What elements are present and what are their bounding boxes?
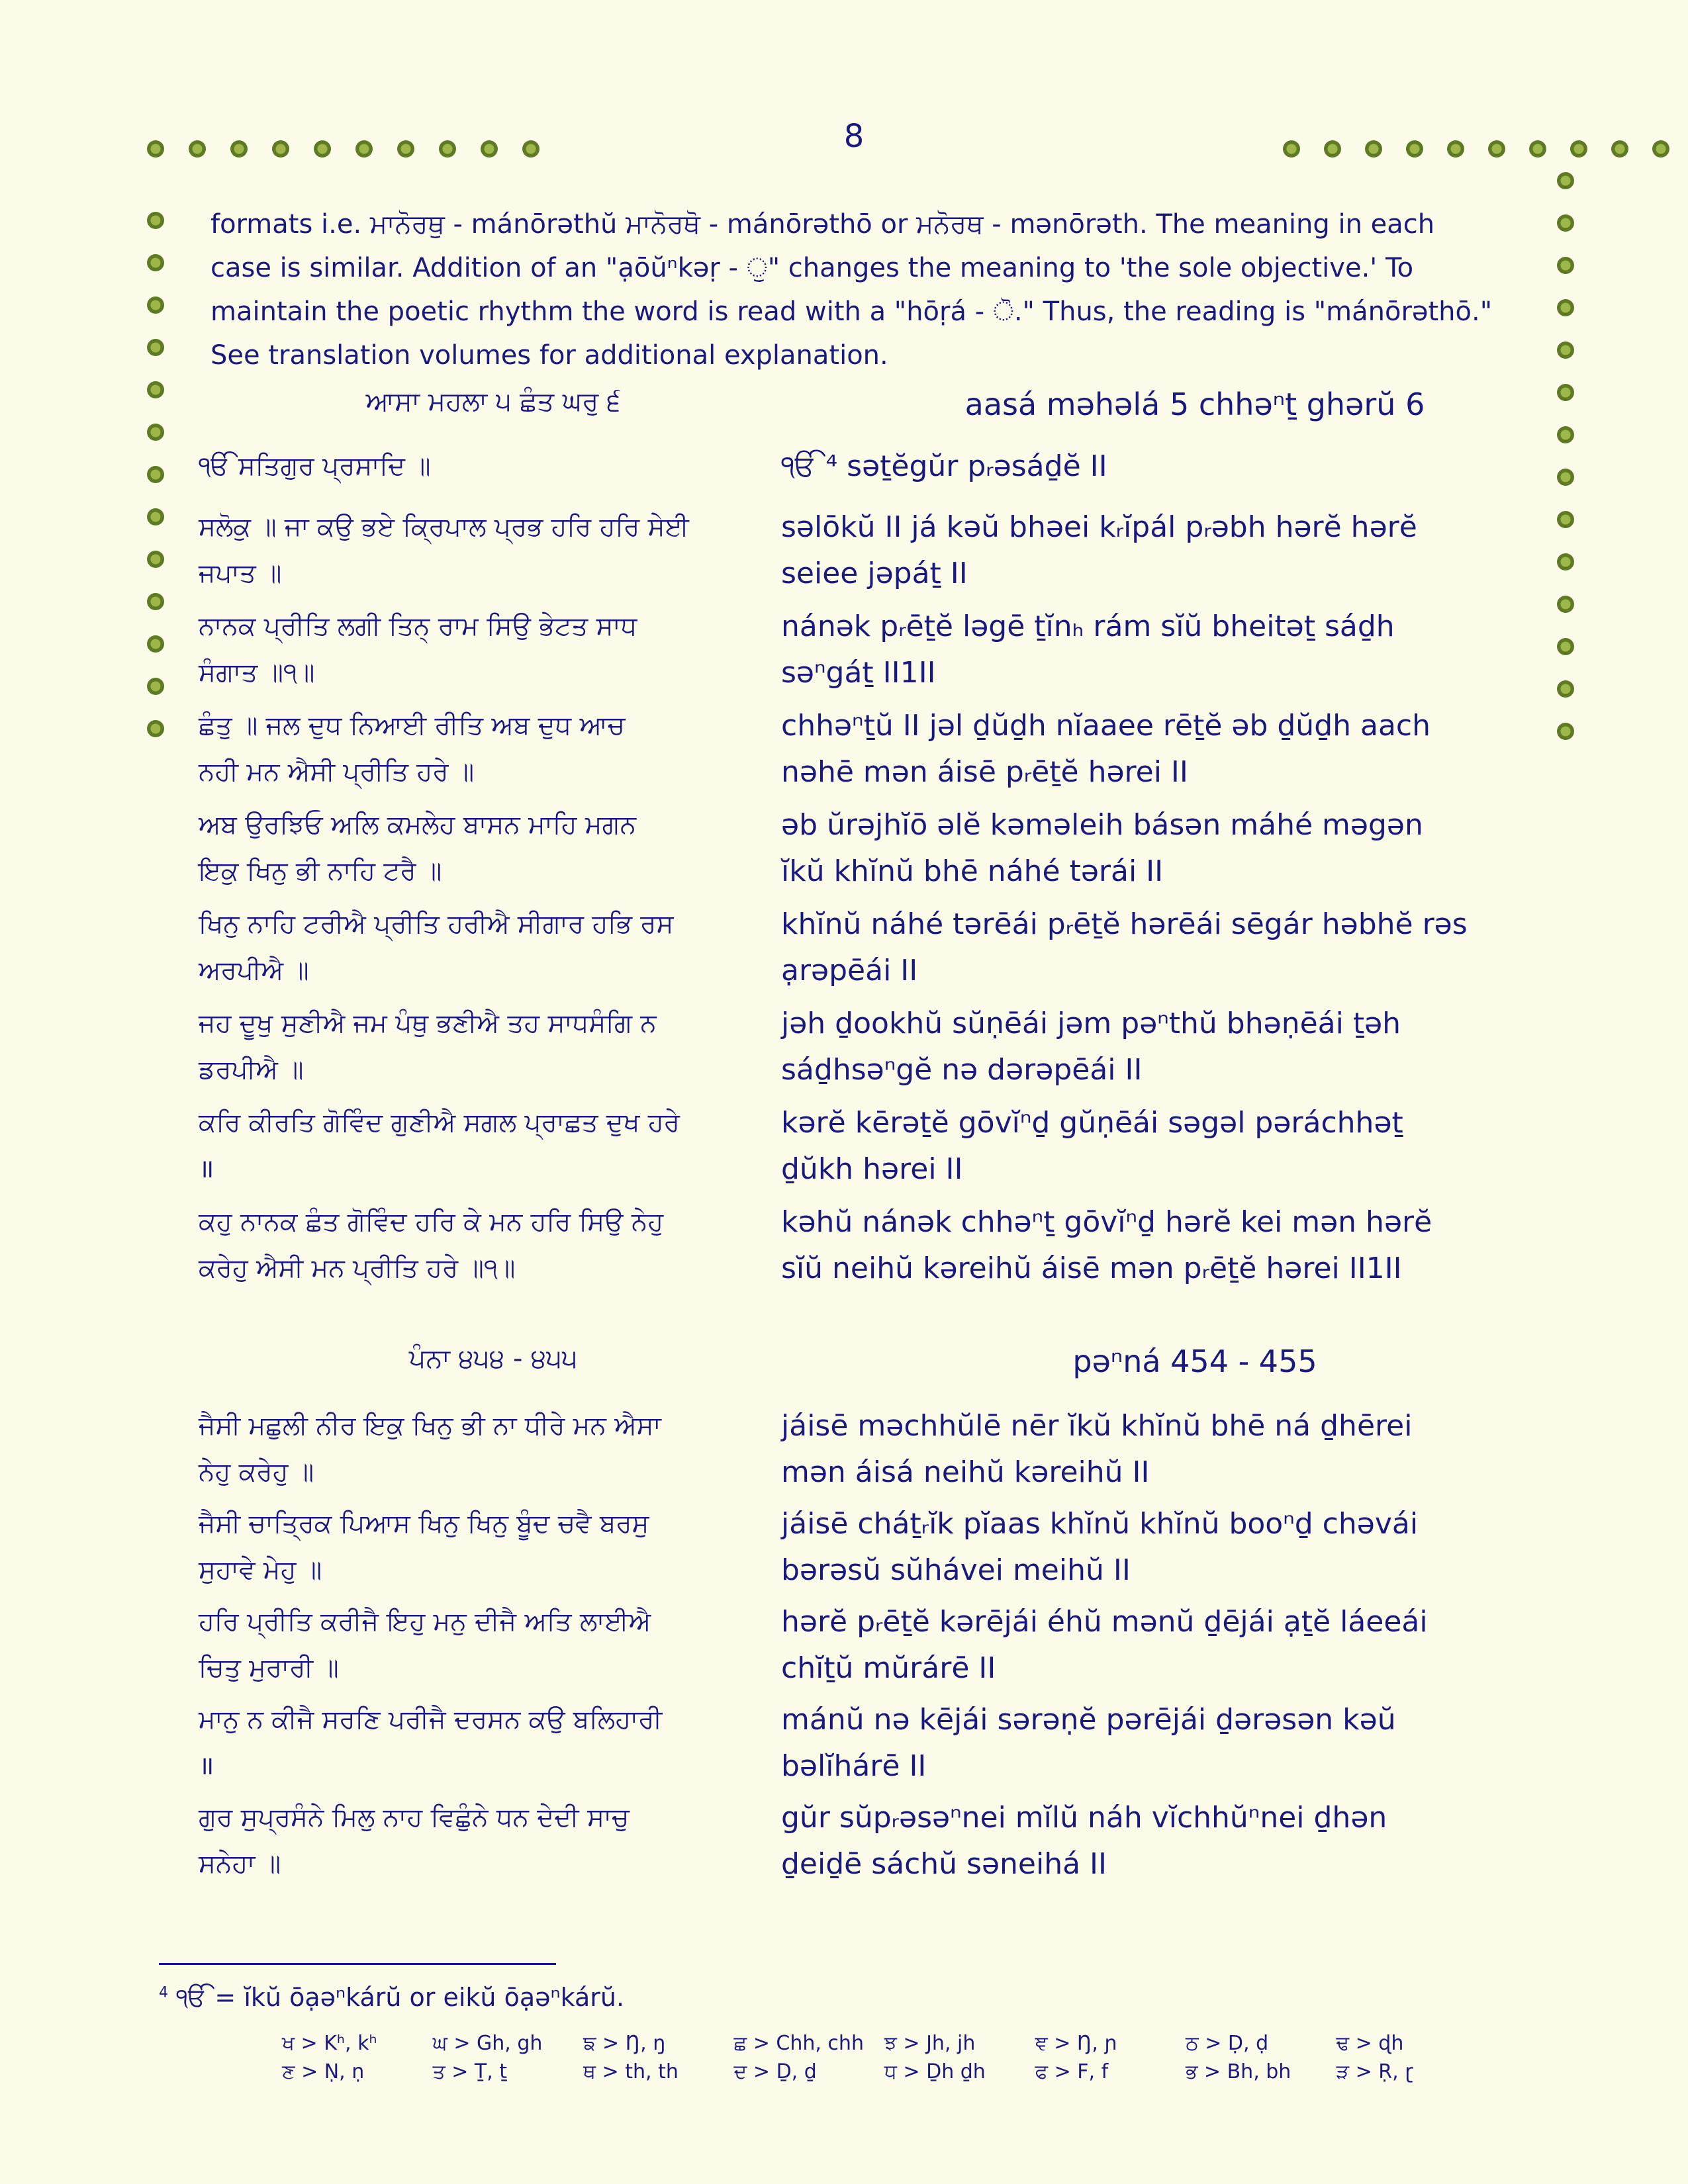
legend-item: ਭ > Bh, bh: [1186, 2060, 1291, 2083]
intro-paragraph: [211, 203, 1524, 377]
verse-gurmukhi-line: ਡਰਪੀਐ ॥: [199, 1055, 304, 1085]
verse-gurmukhi-line: ਕਹੁ ਨਾਨਕ ਛੰਤ ਗੋਵਿੰਦ ਹਰਿ ਕੇ ਮਨ ਹਰਿ ਸਿਉ ਨੇਹੁ: [199, 1207, 664, 1237]
verse-transliteration: [781, 901, 1529, 994]
verse-gurmukhi-line: ਚਿਤੁ ਮੁਰਾਰੀ ॥: [199, 1653, 339, 1683]
legend-item: ਧ > Ḏh ḏh: [884, 2060, 986, 2083]
flower-ornament-icon: [1406, 140, 1423, 158]
flower-ornament-icon: [522, 140, 539, 158]
flower-ornament-icon: [1365, 140, 1382, 158]
verse-translit-line: səⁿgáṯ II1II: [781, 656, 936, 690]
flower-ornament-icon: [1557, 384, 1574, 401]
flower-ornament-icon: [147, 678, 164, 695]
verse-gurmukhi-line: ਸੰਗਾਤ ॥੧॥: [199, 658, 315, 688]
verse-gurmukhi-line: ਕਰੇਹੁ ਐਸੀ ਮਨ ਪ੍ਰੀਤਿ ਹਰੇ ॥੧॥: [199, 1253, 516, 1283]
legend-item: ਤ > Ṯ, ṯ: [432, 2060, 508, 2083]
verse-gurmukhi-line: ੴ ਸਤਿਗੁਰ ਪ੍ਰਸਾਦਿ ॥: [199, 451, 431, 481]
verse-gurmukhi-line: ਖਿਨੁ ਨਾਹਿ ਟਰੀਐ ਪ੍ਰੀਤਿ ਹਰੀਐ ਸੀਗਾਰ ਹਭਿ ਰਸ: [199, 909, 674, 939]
verse-transliteration: [781, 504, 1529, 597]
verse-transliteration: [781, 1501, 1529, 1594]
flower-ornament-icon: [147, 466, 164, 483]
verse-translit-line: ạrəpēái II: [781, 954, 918, 987]
verse-translit-line: chĭṯŭ mŭrárē II: [781, 1651, 996, 1685]
legend-item: ਘ > Gh, gh: [432, 2032, 543, 2055]
legend-item: ੜ > Ṛ, ɽ: [1336, 2060, 1413, 2083]
footnote-text: ੴ = ĭkŭ ōạəⁿkárŭ or eikŭ ōạəⁿkárŭ.: [176, 1983, 625, 2012]
legend-item: ਝ > Jh, jh: [884, 2032, 976, 2055]
verse-translit-line: sáḏhsəⁿgĕ nə dərəpēái II: [781, 1053, 1143, 1087]
verse-row: [199, 1501, 1529, 1594]
verse-gurmukhi-line: ਜੈਸੀ ਚਾਤ੍ਰਿਕ ਪਿਆਸ ਖਿਨੁ ਖਿਨੁ ਬੂੰਦ ਚਵੈ ਬਰਸੁ: [199, 1509, 649, 1539]
verse-row: [199, 901, 1529, 994]
legend-item: ਣ > Ṇ, ṇ: [282, 2060, 365, 2083]
legend-item: ਥ > th, th: [583, 2060, 679, 2083]
flower-ornament-icon: [147, 508, 164, 525]
flower-ornament-icon: [147, 296, 164, 314]
verse-gurmukhi-line: ਅਬ ਉਰਝਿਓ ਅਲਿ ਕਮਲੇਹ ਬਾਸਨ ਮਾਹਿ ਮਗਨ: [199, 810, 637, 840]
verse-gurmukhi: [199, 1001, 748, 1093]
verse-gurmukhi-line: ਨਾਨਕ ਪ੍ਰੀਤਿ ਲਗੀ ਤਿਨ੍ ਰਾਮ ਸਿਉ ਭੇਟਤ ਸਾਧ: [199, 612, 637, 641]
flower-ornament-icon: [147, 254, 164, 271]
flower-ornament-icon: [1557, 723, 1574, 740]
flower-ornament-icon: [1557, 257, 1574, 274]
flower-ornament-icon: [1557, 214, 1574, 232]
flower-ornament-icon: [1557, 172, 1574, 189]
verse-gurmukhi: [199, 1599, 748, 1692]
flower-ornament-icon: [1557, 553, 1574, 570]
heading-transliteration: pəⁿná 454 - 455: [1072, 1343, 1317, 1379]
intro-line: formats i.e. ਮਾਨੋਰਥੁ - mánōrəthŭ ਮਾਨੋਰਥੋ - mánōrəthō or ਮਨੋਰਥ - mənōrəth. The meaning in each: [211, 209, 1435, 240]
verse-gurmukhi-line: ਸਨੇਹਾ ॥: [199, 1849, 281, 1879]
verse-gurmukhi: [199, 1199, 748, 1292]
verse-translit-line: mən áisá neihŭ kəreihŭ II: [781, 1455, 1150, 1489]
flower-ornament-icon: [1557, 596, 1574, 613]
intro-line: case is similar. Addition of an "ạōŭⁿkəṛ - ੁ" changes the meaning to 'the sole objective.' To: [211, 253, 1414, 283]
flower-ornament-icon: [355, 140, 373, 158]
verse-gurmukhi-line: ਨਹੀ ਮਨ ਐਸੀ ਪ੍ਰੀਤਿ ਹਰੇ ॥: [199, 757, 475, 787]
verse-row: [199, 1001, 1529, 1093]
verse-translit-line: mánŭ nə kējái sərəṇĕ pərējái ḏərəsən kəŭ: [781, 1703, 1396, 1737]
flower-ornament-icon: [147, 593, 164, 610]
verse-gurmukhi: [199, 1501, 748, 1594]
legend-item: ਞ > Ŋ, ɲ: [1035, 2032, 1117, 2055]
ornament-border-left: [147, 212, 164, 737]
ornament-border-right: [1557, 172, 1574, 740]
verse-translit-line: ੴ ⁴ səṯĕgŭr pᵣəsáḏĕ II: [781, 449, 1107, 483]
page-number: 8: [843, 118, 865, 155]
verse-row: [199, 1199, 1529, 1292]
verse-gurmukhi-line: ਇਕੁ ਖਿਨੁ ਭੀ ਨਾਹਿ ਟਰੈ ॥: [199, 856, 442, 886]
verse-translit-line: jáisē cháṯᵣĭk pĭaas khĭnŭ khĭnŭ booⁿḏ chəvái: [781, 1507, 1419, 1541]
legend-item: ਢ > ɖh: [1336, 2032, 1404, 2055]
verse-gurmukhi-line: ਛੰਤੁ ॥ ਜਲ ਦੁਧ ਨਿਆਈ ਰੀਤਿ ਅਬ ਦੁਧ ਆਚ: [199, 711, 626, 741]
flower-ornament-icon: [272, 140, 289, 158]
heading-gurmukhi: ਆਸਾ ਮਹਲਾ ੫ ਛੰਤ ਘਰੁ ੬: [365, 387, 621, 417]
flower-ornament-icon: [230, 140, 248, 158]
verse-gurmukhi: [199, 1795, 748, 1888]
verse-transliteration: [781, 1001, 1529, 1093]
flower-ornament-icon: [481, 140, 498, 158]
flower-ornament-icon: [1324, 140, 1341, 158]
flower-ornament-icon: [1557, 638, 1574, 655]
legend-item: ਦ > Ḏ, ḏ: [733, 2060, 817, 2083]
verse-translit-line: ĭkŭ khĭnŭ bhē náhé tərái II: [781, 854, 1164, 888]
verse-gurmukhi: [199, 1697, 748, 1790]
legend-item: ਫ > F, f: [1035, 2060, 1109, 2083]
intro-line: maintain the poetic rhythm the word is read with a "hōṛá - ੋ." Thus, the reading is "mánōrəthō.": [211, 296, 1493, 327]
verse-gurmukhi-line: ਸੁਹਾਵੇ ਮੇਹੁ ॥: [199, 1555, 322, 1585]
verse-transliteration: [781, 1599, 1529, 1692]
verse-gurmukhi-line: ਨੇਹੁ ਕਰੇਹੁ ॥: [199, 1457, 314, 1487]
verse-translit-line: əb ŭrəjhĭō əlĕ kəməleih básən máhé məgən: [781, 808, 1423, 842]
verse-translit-line: nəhē mən áisē pᵣēṯĕ hərei II: [781, 755, 1188, 789]
verse-gurmukhi-line: ਜਹ ਦੂਖੁ ਸੁਣੀਐ ਜਮ ਪੰਥੁ ਭਣੀਐ ਤਹ ਸਾਧਸੰਗਿ ਨ: [199, 1009, 657, 1038]
verse-row: [199, 1697, 1529, 1790]
flower-ornament-icon: [1283, 140, 1300, 158]
verse-gurmukhi-line: ਹਰਿ ਪ੍ਰੀਤਿ ਕਰੀਜੈ ਇਹੁ ਮਨੁ ਦੀਜੈ ਅਤਿ ਲਾਈਐ: [199, 1607, 651, 1637]
verse-translit-line: ḏŭkh hərei II: [781, 1152, 963, 1186]
verse-translit-line: kəhŭ nánək chhəⁿṯ gōvĭⁿḏ hərĕ kei mən hərĕ: [781, 1205, 1432, 1239]
verse-gurmukhi: [199, 901, 748, 994]
verse-row: [199, 1100, 1529, 1193]
verse-transliteration: [781, 802, 1529, 895]
flower-ornament-icon: [147, 381, 164, 398]
verse-gurmukhi: [199, 443, 748, 490]
flower-ornament-icon: [1557, 341, 1574, 359]
flower-ornament-icon: [147, 339, 164, 356]
verse-gurmukhi-line: ॥: [199, 1751, 214, 1781]
footnote-divider: [159, 1963, 556, 1965]
flower-ornament-icon: [147, 424, 164, 441]
heading-transliteration: aasá məhəlá 5 chhəⁿṯ ghərŭ 6: [964, 387, 1425, 422]
verse-gurmukhi: [199, 802, 748, 895]
footnote-marker: 4: [159, 1984, 168, 2001]
flower-ornament-icon: [1488, 140, 1505, 158]
flower-ornament-icon: [397, 140, 414, 158]
verse-translit-line: səlōkŭ II já kəŭ bhəei kᵣĭpál pᵣəbh hərĕ hərĕ: [781, 510, 1417, 544]
verse-gurmukhi: [199, 703, 748, 796]
verse-transliteration: [781, 443, 1529, 490]
verse-translit-line: sĭŭ neihŭ kəreihŭ áisē mən pᵣēṯĕ hərei II1II: [781, 1251, 1402, 1285]
verse-transliteration: [781, 1199, 1529, 1292]
flower-ornament-icon: [1447, 140, 1464, 158]
verse-translit-line: bəlĭhárē II: [781, 1749, 927, 1783]
verse-gurmukhi-line: ਅਰਪੀਐ ॥: [199, 956, 309, 985]
verse-row: [199, 604, 1529, 696]
flower-ornament-icon: [314, 140, 331, 158]
legend-item: ਖ > Kʰ, kʰ: [282, 2032, 377, 2055]
verse-row: [199, 443, 1529, 490]
ornament-border-top-right: [1283, 140, 1669, 158]
flower-ornament-icon: [147, 635, 164, 653]
flower-ornament-icon: [1529, 140, 1546, 158]
verse-gurmukhi-line: ਮਾਨੁ ਨ ਕੀਜੈ ਸਰਣਿ ਪਰੀਜੈ ਦਰਸਨ ਕਉ ਬਲਿਹਾਰੀ: [199, 1705, 663, 1735]
verse-gurmukhi-line: ਜਪਾਤ ॥: [199, 559, 282, 588]
flower-ornament-icon: [1557, 469, 1574, 486]
verse-translit-line: bərəsŭ sŭhávei meihŭ II: [781, 1553, 1131, 1587]
verse-gurmukhi: [199, 1100, 748, 1193]
verse-translit-line: seiee jəpáṯ II: [781, 557, 968, 590]
verse-transliteration: [781, 1100, 1529, 1193]
flower-ornament-icon: [147, 720, 164, 737]
intro-line: See translation volumes for additional explanation.: [211, 340, 888, 371]
verse-row: [199, 1599, 1529, 1692]
verse-translit-line: nánək pᵣēṯĕ ləgē ṯĭnₕ rám sĭŭ bheitəṯ sáḏh: [781, 610, 1395, 643]
flower-ornament-icon: [1611, 140, 1628, 158]
flower-ornament-icon: [189, 140, 206, 158]
verse-translit-line: jəh ḏookhŭ sŭṇēái jəm pəⁿthŭ bhəṇēái ṯəh: [781, 1007, 1401, 1040]
verse-row: [199, 1795, 1529, 1888]
verse-translit-line: jáisē məchhŭlē nēr ĭkŭ khĭnŭ bhē ná ḏhērei: [781, 1409, 1413, 1443]
verse-translit-line: kərĕ kērəṯĕ gōvĭⁿḏ gŭṇēái səgəl pəráchhəṯ: [781, 1106, 1403, 1140]
verse-gurmukhi-line: ॥: [199, 1154, 214, 1184]
verse-gurmukhi-line: ਜੈਸੀ ਮਛੁਲੀ ਨੀਰ ਇਕੁ ਖਿਨੁ ਭੀ ਨਾ ਧੀਰੇ ਮਨ ਐਸਾ: [199, 1411, 661, 1441]
transliteration-legend: [282, 2032, 1487, 2083]
flower-ornament-icon: [1557, 511, 1574, 528]
verse-translit-line: hərĕ pᵣēṯĕ kərējái éhŭ mənŭ ḏējái ạṯĕ láeeái: [781, 1605, 1428, 1639]
flower-ornament-icon: [147, 551, 164, 568]
flower-ornament-icon: [1570, 140, 1587, 158]
verse-translit-line: gŭr sŭpᵣəsəⁿnei mĭlŭ náh vĭchhŭⁿnei ḏhən: [781, 1801, 1387, 1835]
flower-ornament-icon: [1557, 299, 1574, 316]
flower-ornament-icon: [1557, 680, 1574, 698]
verse-translit-line: chhəⁿṯŭ II jəl ḏŭḏh nĭaaee rēṯĕ əb ḏŭḏh aach: [781, 709, 1430, 743]
flower-ornament-icon: [147, 212, 164, 229]
legend-item: ਙ > Ŋ, ŋ: [583, 2032, 666, 2055]
verse-gurmukhi: [199, 504, 748, 597]
heading-gurmukhi: ਪੰਨਾ ੪੫੪ - ੪੫੫: [408, 1343, 578, 1374]
verse-translit-line: ḏeiḏē sáchŭ səneihá II: [781, 1847, 1107, 1881]
verse-gurmukhi: [199, 1403, 748, 1496]
verse-transliteration: [781, 1403, 1529, 1496]
ornament-border-top-left: [147, 140, 539, 158]
flower-ornament-icon: [439, 140, 456, 158]
verse-gurmukhi-line: ਗੁਰ ਸੁਪ੍ਰਸੰਨੇ ਮਿਲੁ ਨਾਹ ਵਿਛੁੰਨੇ ਧਨ ਦੇਦੀ ਸਾਚੁ: [199, 1803, 630, 1833]
verse-transliteration: [781, 604, 1529, 696]
verse-transliteration: [781, 703, 1529, 796]
verse-transliteration: [781, 1795, 1529, 1888]
verse-gurmukhi-line: ਕਰਿ ਕੀਰਤਿ ਗੋਵਿੰਦ ਗੁਣੀਐ ਸਗਲ ਪ੍ਰਾਛਤ ਦੁਖ ਹਰੇ: [199, 1108, 680, 1138]
verse-row: [199, 703, 1529, 796]
verse-transliteration: [781, 1697, 1529, 1790]
verse-row: [199, 802, 1529, 895]
verse-row: [199, 504, 1529, 597]
legend-item: ਠ > Ḍ, ḍ: [1186, 2032, 1269, 2055]
verse-row: [199, 1403, 1529, 1496]
verse-gurmukhi-line: ਸਲੋਕੁ ॥ ਜਾ ਕਉ ਭਏ ਕ੍ਰਿਪਾਲ ਪ੍ਰਭ ਹਰਿ ਹਰਿ ਸੇਈ: [199, 512, 689, 542]
flower-ornament-icon: [1557, 426, 1574, 443]
flower-ornament-icon: [147, 140, 164, 158]
verse-translit-line: khĭnŭ náhé tərēái pᵣēṯĕ hərēái sēgár həbhĕ rəs: [781, 907, 1468, 941]
footnote: [159, 1983, 624, 2013]
flower-ornament-icon: [1652, 140, 1669, 158]
verse-gurmukhi: [199, 604, 748, 696]
legend-item: ਛ > Chh, chh: [733, 2032, 864, 2055]
